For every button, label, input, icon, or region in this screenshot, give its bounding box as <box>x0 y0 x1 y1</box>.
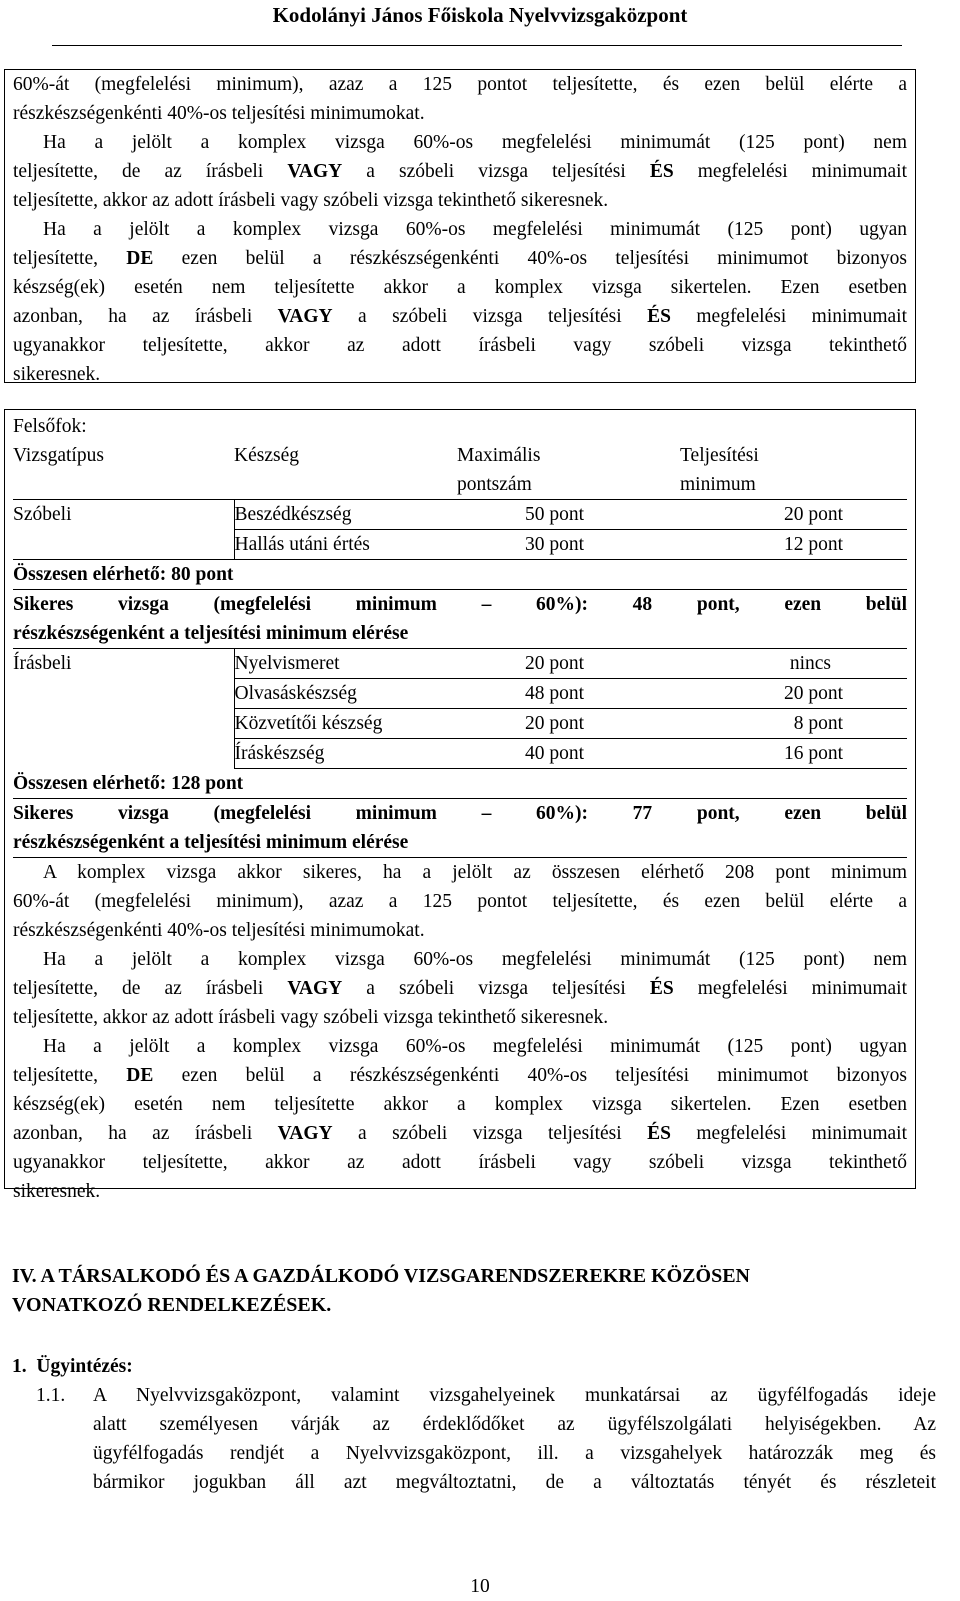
skill-cell: Nyelvismeret <box>234 649 457 679</box>
item-text <box>93 1381 936 1497</box>
text-line: ugyanakkor teljesítette, akkor az adott írásbeli vagy szóbeli vizsga tekinthető <box>13 1152 907 1173</box>
box1-paragraph-3 <box>13 215 907 389</box>
column-header: Teljesítési minimum <box>680 445 759 495</box>
text-line: teljesítette, de az írásbeli VAGY a szóbeli vizsga teljesítési ÉS megfelelési minimumait <box>13 161 908 182</box>
max-points-cell: 48 pont <box>457 679 680 709</box>
section-heading <box>12 1262 932 1320</box>
text-line: ügyfélfogadás rendjét a Nyelvvizsgaközpont, ill. a vizsgahelyek határozzák meg és <box>93 1443 936 1464</box>
text-line: részkészségenkénti 40%-os teljesítési minimumokat. <box>13 103 425 124</box>
text-line: azonban, ha az írásbeli VAGY a szóbeli vizsga teljesítési ÉS megfelelési minimumait <box>13 1123 907 1144</box>
text-line: ugyanakkor teljesítette, akkor az adott írásbeli vagy szóbeli vizsga tekinthető <box>13 335 907 356</box>
section-title-line: VONATKOZÓ RENDELKEZÉSEK. <box>12 1294 332 1316</box>
table-row <box>13 500 907 530</box>
table-row <box>13 649 907 679</box>
text-line: sikeresnek. <box>13 364 101 385</box>
oral-total: Összesen elérhető: 80 pont <box>13 560 907 590</box>
total-row <box>13 769 907 799</box>
text-line: teljesítette, DE ezen belül a részkészségenkénti 40%-os teljesítési minimumot bizonyos <box>13 248 907 269</box>
list-item <box>36 1381 936 1497</box>
oral-success-criteria: Sikeres vizsga (megfelelési minimum – 60%): 48 pont, ezen belül részkészségenként a teljesítési minimum elérése <box>13 590 907 649</box>
header-title: Kodolányi János Főiskola Nyelvvizsgaközpont <box>272 3 688 27</box>
felsofok-heading: Felsőfok: <box>13 416 87 437</box>
text-line: teljesítette, akkor az adott írásbeli vagy szóbeli vizsga tekinthető sikeresnek. <box>13 190 609 211</box>
text-line: Ha a jelölt a komplex vizsga 60%-os megfelelési minimumát (125 pont) nem <box>43 132 907 153</box>
text-line: azonban, ha az írásbeli VAGY a szóbeli vizsga teljesítési ÉS megfelelési minimumait <box>13 306 907 327</box>
text-row <box>13 858 907 1207</box>
header-rule <box>52 45 902 46</box>
box1-paragraph-1 <box>13 70 907 128</box>
text-line: Ha a jelölt a komplex vizsga 60%-os megfelelési minimumát (125 pont) nem <box>43 949 907 970</box>
felsofok-paragraph-2 <box>13 945 907 1032</box>
skill-cell: Olvasáskészség <box>234 679 457 709</box>
table-row <box>13 530 907 560</box>
max-points-cell: 20 pont <box>457 649 680 679</box>
min-points-cell: 20 pont <box>680 500 907 530</box>
text-line: részkészségenkénti 40%-os teljesítési minimumokat. <box>13 920 425 941</box>
table-header-row <box>13 441 907 500</box>
max-points-cell: 30 pont <box>457 530 680 560</box>
column-header: Maximális pontszám <box>457 445 541 495</box>
column-header: Vizsgatípus <box>13 445 104 466</box>
skill-cell: Beszédkészség <box>234 500 457 530</box>
text-line: sikeresnek. <box>13 1181 101 1202</box>
text-line: teljesítette, de az írásbeli VAGY a szóbeli vizsga teljesítési ÉS megfelelési minimumait <box>13 978 908 999</box>
total-row <box>13 560 907 590</box>
felsofok-box <box>4 409 916 1202</box>
text-line: készség(ek) esetén nem teljesítette akkor a komplex vizsga sikertelen. Ezen esetben <box>13 277 907 298</box>
min-points-cell: 20 pont <box>680 679 907 709</box>
success-row <box>13 590 907 649</box>
continuation-box <box>4 69 916 383</box>
page-header <box>0 0 960 29</box>
page-number: 10 <box>470 1576 490 1597</box>
min-points-cell: 12 pont <box>680 530 907 560</box>
max-points-cell: 50 pont <box>457 500 680 530</box>
text-line: A komplex vizsga akkor sikeres, ha a jelölt az összesen elérhető 208 pont minimum <box>43 862 907 883</box>
column-header: Készség <box>234 445 299 466</box>
felsofok-paragraph-3 <box>13 1032 907 1206</box>
table-row <box>13 709 907 739</box>
skill-cell: Hallás utáni értés <box>234 530 457 560</box>
text-line: készség(ek) esetén nem teljesítette akkor a komplex vizsga sikertelen. Ezen esetben <box>13 1094 907 1115</box>
text-line: 60%-át (megfelelési minimum), azaz a 125 pontot teljesítette, és ezen belül elérte a <box>13 891 907 912</box>
skill-cell: Íráskészség <box>234 739 457 769</box>
success-row <box>13 799 907 858</box>
box1-paragraph-2 <box>13 128 907 215</box>
exam-type-cell: Szóbeli <box>13 500 234 530</box>
text-line: alatt személyesen várják az érdeklődőket az ügyfélszolgálati helyiségekben. Az <box>93 1414 936 1435</box>
felsofok-paragraph-1 <box>13 858 907 945</box>
exam-type-cell: Írásbeli <box>13 649 234 679</box>
table-row <box>13 679 907 709</box>
text-line: teljesítette, akkor az adott írásbeli vagy szóbeli vizsga tekinthető sikeresnek. <box>13 1007 609 1028</box>
section-title-line: IV. A TÁRSALKODÓ ÉS A GAZDÁLKODÓ VIZSGARENDSZEREKRE KÖZÖSEN <box>12 1265 750 1287</box>
written-success-criteria: Sikeres vizsga (megfelelési minimum – 60%): 77 pont, ezen belül részkészségenként a teljesítési minimum elérése <box>13 799 907 858</box>
text-line: 60%-át (megfelelési minimum), azaz a 125 pontot teljesítette, és ezen belül elérte a <box>13 74 907 95</box>
skill-cell: Közvetítői készség <box>234 709 457 739</box>
text-line: bármikor jogukban áll azt megváltoztatni, de a változtatás tényét és részleteit <box>93 1472 936 1493</box>
written-total: Összesen elérhető: 128 pont <box>13 773 244 794</box>
item-number: 1.1. <box>36 1385 66 1406</box>
text-line: Ha a jelölt a komplex vizsga 60%-os megfelelési minimumát (125 pont) ugyan <box>43 1036 907 1057</box>
table-row <box>13 739 907 769</box>
min-points-cell: nincs <box>680 649 907 679</box>
min-points-cell: 8 pont <box>680 709 907 739</box>
max-points-cell: 40 pont <box>457 739 680 769</box>
max-points-cell: 20 pont <box>457 709 680 739</box>
felsofok-table <box>13 441 907 1206</box>
subheading-ugyintezes: 1. Ügyintézés: <box>12 1356 133 1377</box>
text-line: Ha a jelölt a komplex vizsga 60%-os megfelelési minimumát (125 pont) ugyan <box>43 219 907 240</box>
min-points-cell: 16 pont <box>680 739 907 769</box>
text-line: A Nyelvvizsgaközpont, valamint vizsgahelyeinek munkatársai az ügyfélfogadás ideje <box>93 1385 936 1406</box>
text-line: teljesítette, DE ezen belül a részkészségenkénti 40%-os teljesítési minimumot bizonyos <box>13 1065 907 1086</box>
